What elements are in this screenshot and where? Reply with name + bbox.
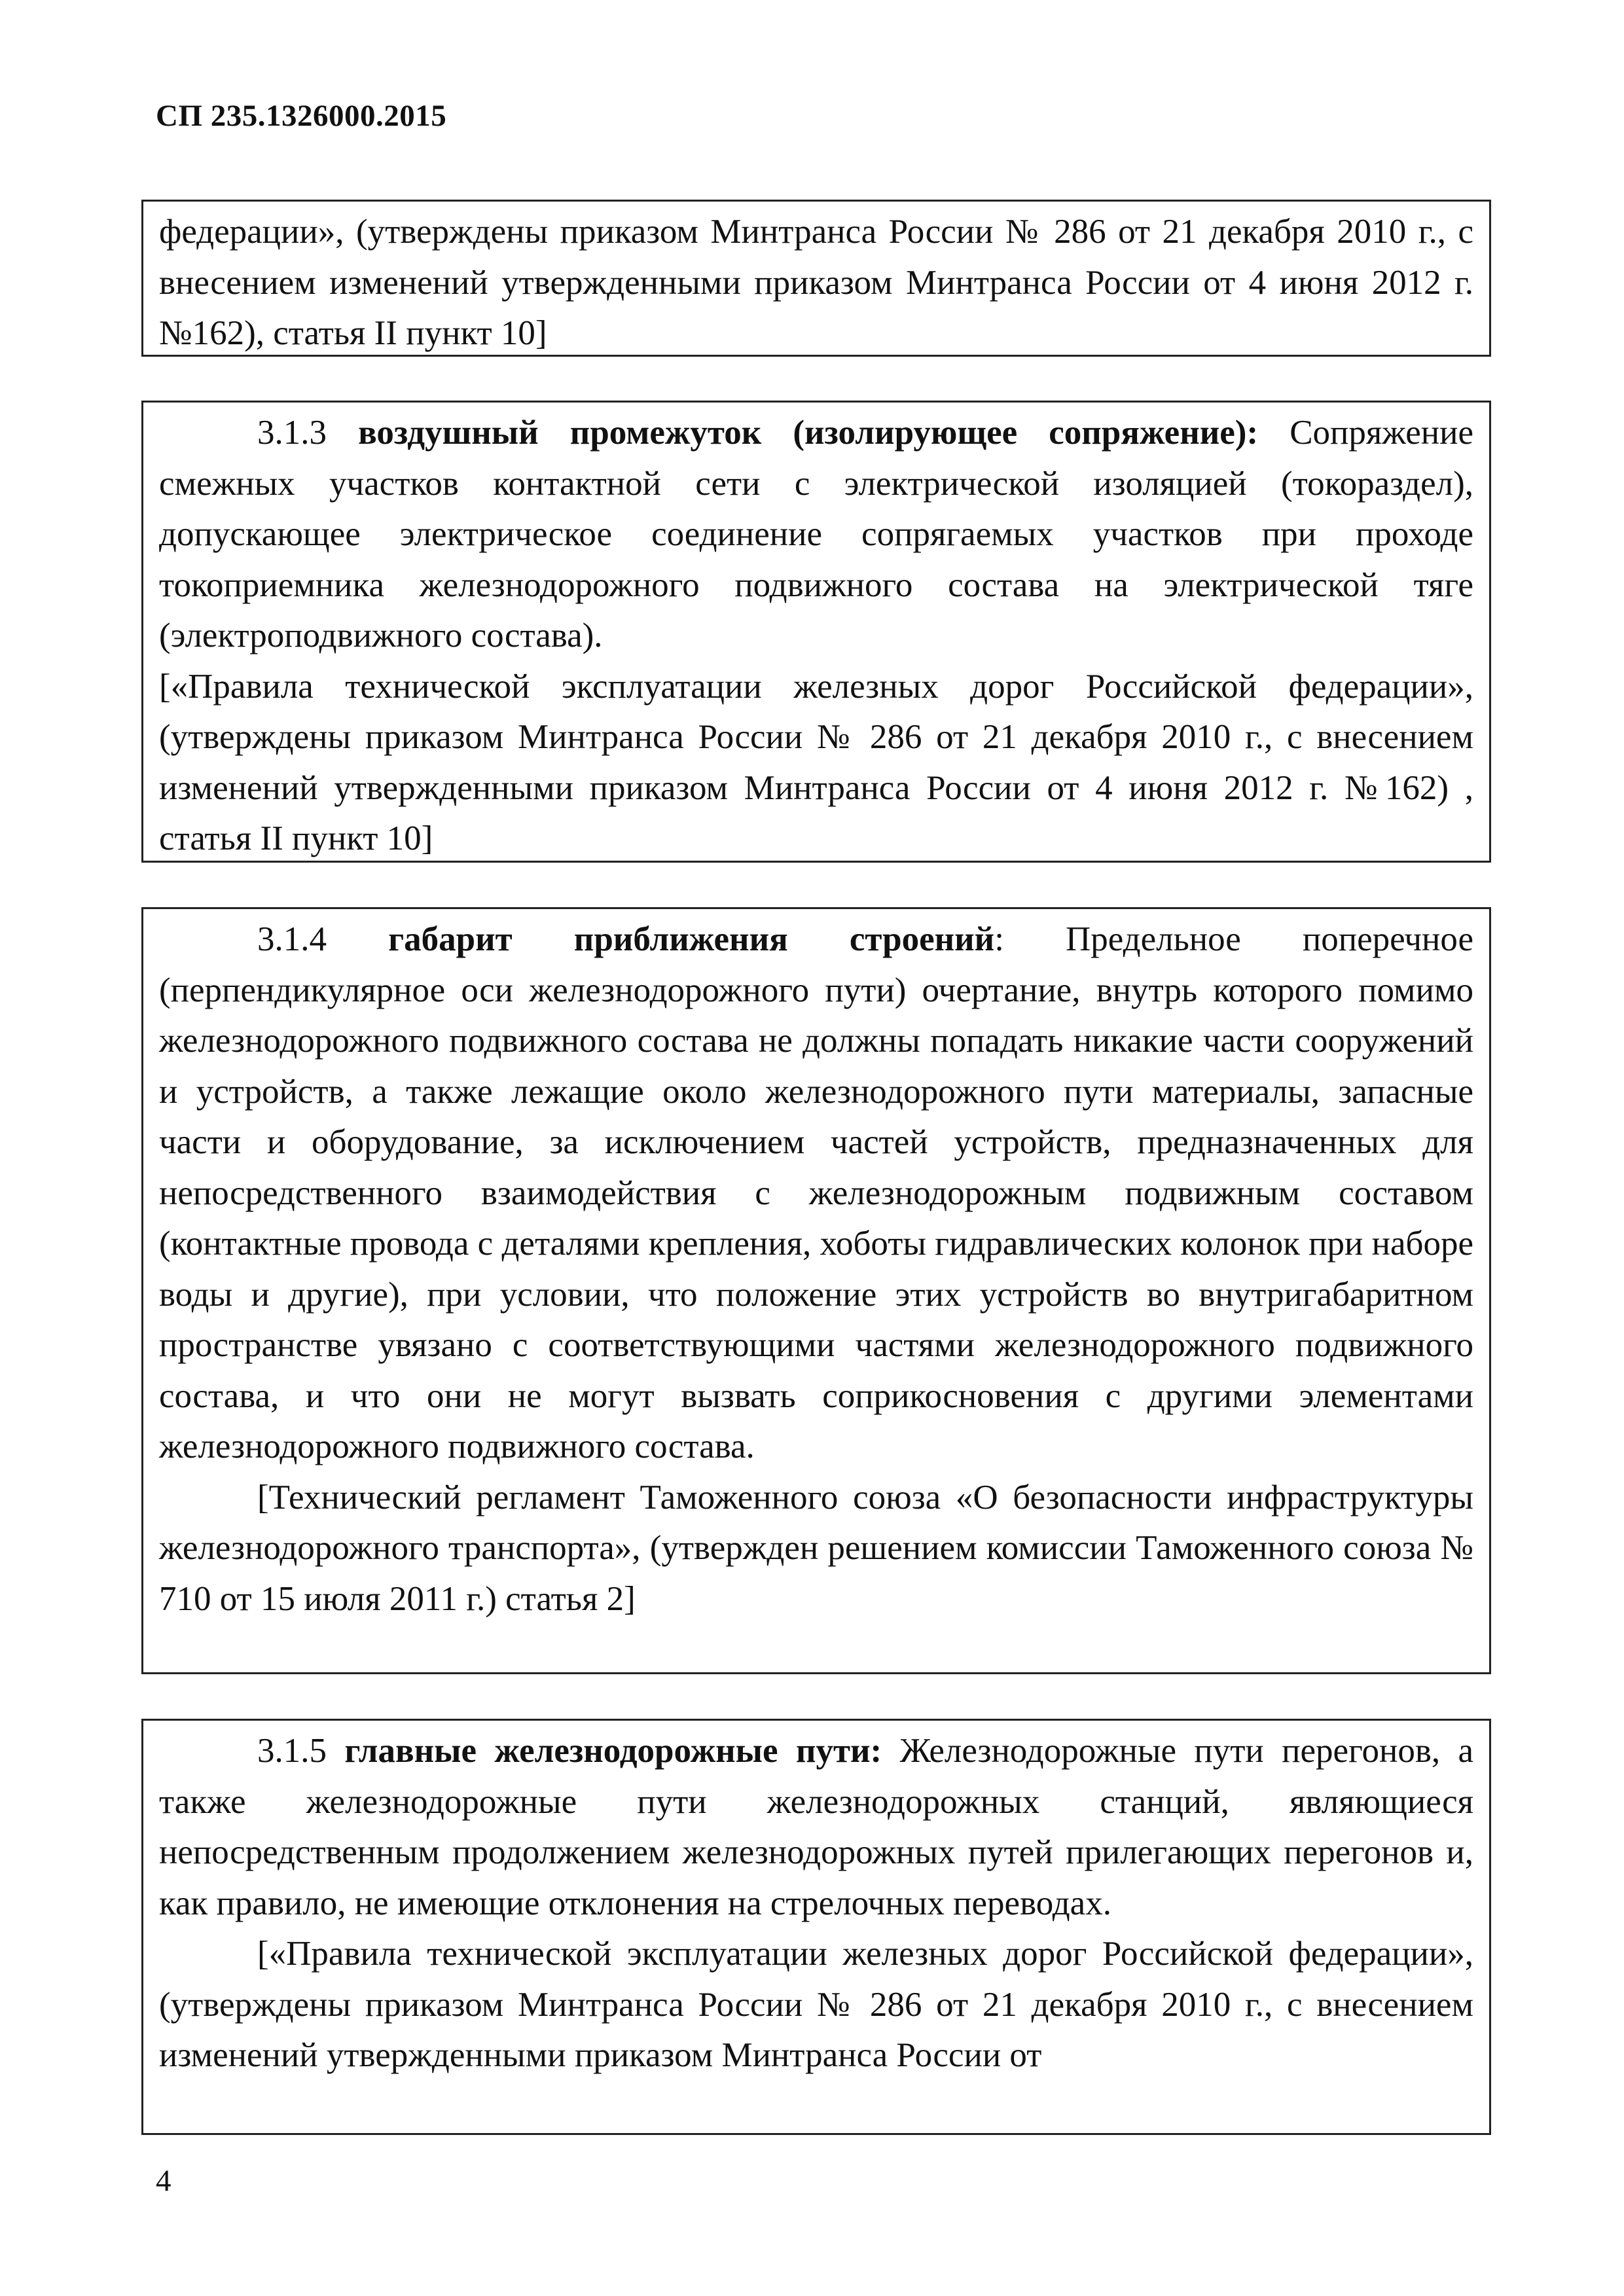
definition-paragraph — [159, 408, 1473, 662]
definition-paragraph — [159, 1726, 1473, 1929]
definition-box-3-1-3 — [141, 401, 1491, 863]
term-title: главные железнодорожные пути: — [344, 1732, 882, 1770]
clause-number: 3.1.3 — [257, 414, 359, 452]
source-reference-text: федерации», (утверждены приказом Минтранса России № 286 от 21 декабря 2010 г., с внесением изменений утвержденными приказом Минтранса России от 4 июня 2012 г. №162), статья II пункт 10] — [159, 213, 1473, 352]
source-reference-text: [«Правила технической эксплуатации железных дорог Российской федерации», (утверждены приказом Минтранса России № 286 от 21 декабря 2010 г., с внесением изменений утвержденными приказом Минтранса России от 4 июня 2012 г. №162) , статья II пункт 10] — [159, 667, 1473, 857]
term-title: воздушный промежуток (изолирующее сопряжение): — [358, 414, 1259, 452]
clause-number: 3.1.4 — [257, 920, 389, 958]
source-reference-text: [Технический регламент Таможенного союза «О безопасности инфраструктуры железнодорожного транспорта», (утвержден решением комиссии Таможенного союза № 710 от 15 июля 2011 г.) статья 2] — [159, 1478, 1473, 1618]
source-reference-text: [«Правила технической эксплуатации железных дорог Российской федерации», (утверждены приказом Минтранса России № 286 от 21 декабря 2010 г., с внесением изменений утвержденными приказом Минтранса России от — [159, 1935, 1473, 2074]
definition-box-3-1-5 — [141, 1719, 1491, 2135]
document-code-header: СП 235.1326000.2015 — [156, 99, 447, 133]
definition-text: Железнодорожные пути перегонов, а также железнодорожные пути железнодорожных станций, являющиеся непосредственным продолжением железнодорожных путей прилегающих перегонов и, как правило, не имеющие отклонения на стрелочных переводах. — [159, 1732, 1474, 1922]
term-title: габарит приближения строений — [388, 920, 995, 958]
clause-number: 3.1.5 — [257, 1732, 345, 1770]
definition-box-continuation — [141, 200, 1491, 357]
definition-paragraph — [159, 914, 1473, 1473]
definition-text: Сопряжение смежных участков контактной сети с электрической изоляцией (токораздел), допускающее электрическое соединение сопрягаемых участков при проходе токоприемника железнодорожного подвижного состава на электрической тяге (электроподвижного состава). — [159, 414, 1473, 655]
page-number: 4 — [156, 2164, 171, 2198]
definition-box-3-1-4 — [141, 907, 1491, 1674]
definition-text: : Предельное поперечное (перпендикулярное оси железнодорожного пути) очертание, внутрь которого помимо железнодорожного подвижного состава не должны попадать никакие части сооружений и устройств, а также лежащие около железнодорожного пути материалы, запасные части и оборудование, за исключением частей устройств, предназначенных для непосредственного взаимодействия с железнодорожным подвижным составом (контактные провода с деталями крепления, хоботы гидравлических колонок при наборе воды и другие), при условии, что положение этих устройств во внутригабаритном пространстве увязано с соответствующими частями железнодорожного подвижного состава, и что они не могут вызвать соприкосновения с другими элементами железнодорожного подвижного состава. — [159, 920, 1474, 1465]
